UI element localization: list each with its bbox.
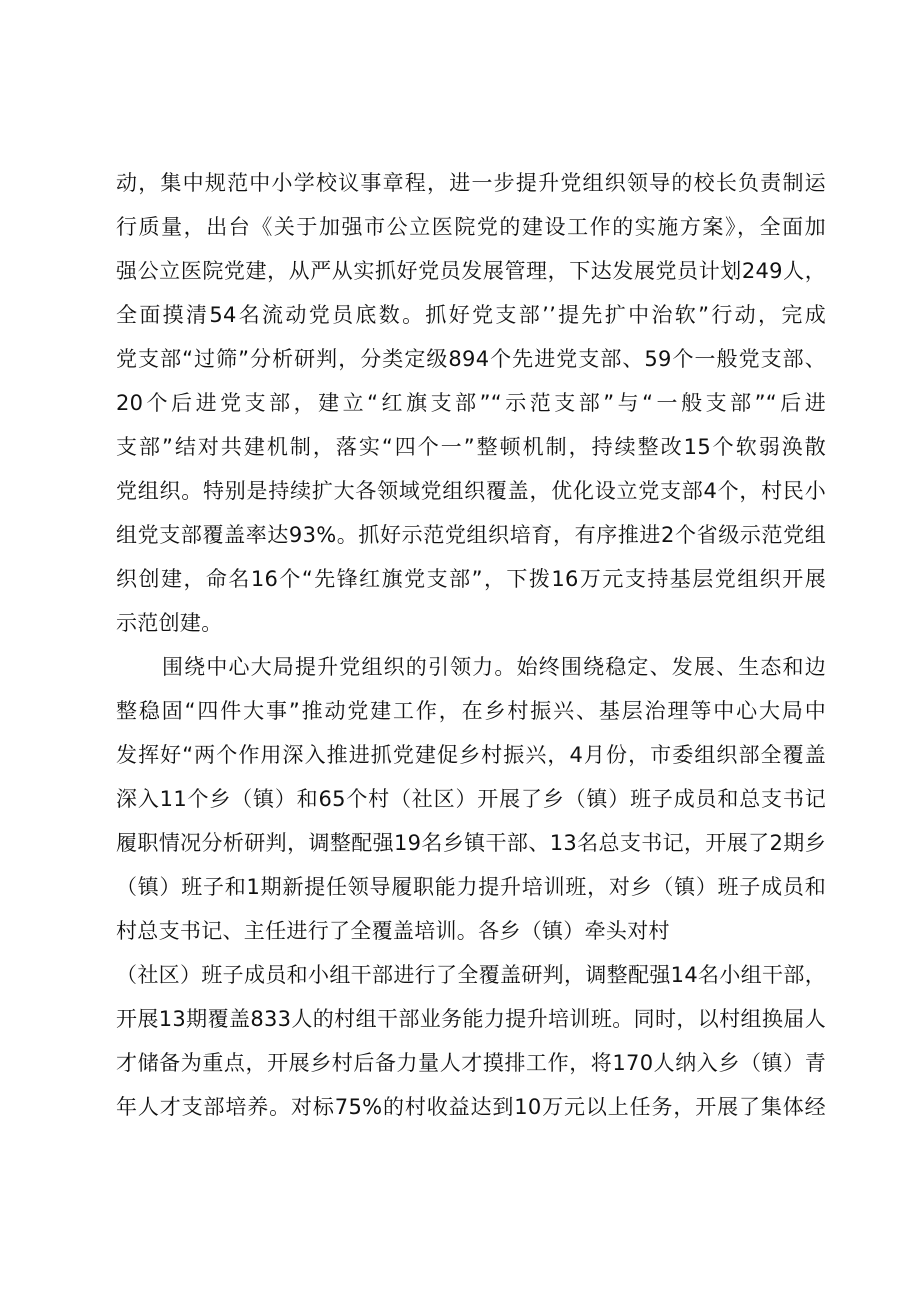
text-line: 行质量，出台《关于加强市公立医院党的建设工作的实施方案》，全面加 [116,215,826,239]
text-line: 深入11个乡（镇）和65个村（社区）开展了乡（镇）班子成员和总支书记 [116,787,826,811]
text-line: 履职情况分析研判，调整配强19名乡镇干部、13名总支书记，开展了2期乡 [116,831,826,855]
text-line: 动，集中规范中小学校议事章程，进一步提升党组织领导的校长负责制运 [116,171,826,195]
text-line: （镇）班子和1期新提任领导履职能力提升培训班，对乡（镇）班子成员和 [116,875,826,899]
text-line: 整稳固“四件大事”推动党建工作，在乡村振兴、基层治理等中心大局中 [116,699,826,723]
text-line: 开展13期覆盖833人的村组干部业务能力提升培训班。同时，以村组换届人 [116,1007,826,1031]
text-line: 强公立医院党建，从严从实抓好党员发展管理，下达发展党员计划249人， [116,259,826,283]
text-line: 党支部“过筛”分析研判，分类定级894个先进党支部、59个一般党支部、 [116,347,826,371]
text-line: （社区）班子成员和小组干部进行了全覆盖研判，调整配强14名小组干部， [116,963,826,987]
text-line: 才储备为重点，开展乡村后备力量人才摸排工作，将170人纳入乡（镇）青 [116,1051,826,1075]
text-line: 示范创建。 [116,611,223,635]
text-line: 20个后进党支部，建立“红旗支部”“示范支部”与“一般支部”“后进 [116,391,826,415]
text-line: 全面摸清54名流动党员底数。抓好党支部’’提先扩中治软”行动，完成 [116,303,826,327]
text-line: 支部”结对共建机制，落实“四个一”整顿机制，持续整改15个软弱涣散 [116,435,826,459]
paragraph-heading-line: 围绕中心大局提升党组织的引领力。始终围绕稳定、发展、生态和边 [162,655,826,679]
text-line: 年人才支部培养。对标75%的村收益达到10万元以上任务，开展了集体经 [116,1095,826,1119]
text-line: 组党支部覆盖率达93%。抓好示范党组织培育，有序推进2个省级示范党组 [116,523,826,547]
text-line: 党组织。特别是持续扩大各领域党组织覆盖，优化设立党支部4个，村民小 [116,479,826,503]
text-line: 织创建，命名16个“先锋红旗党支部”，下拨16万元支持基层党组织开展 [116,567,826,591]
text-line: 发挥好“两个作用深入推进抓党建促乡村振兴，4月份，市委组织部全覆盖 [116,743,826,767]
text-line: 村总支书记、主任进行了全覆盖培训。各乡（镇）牵头对村 [116,919,670,943]
